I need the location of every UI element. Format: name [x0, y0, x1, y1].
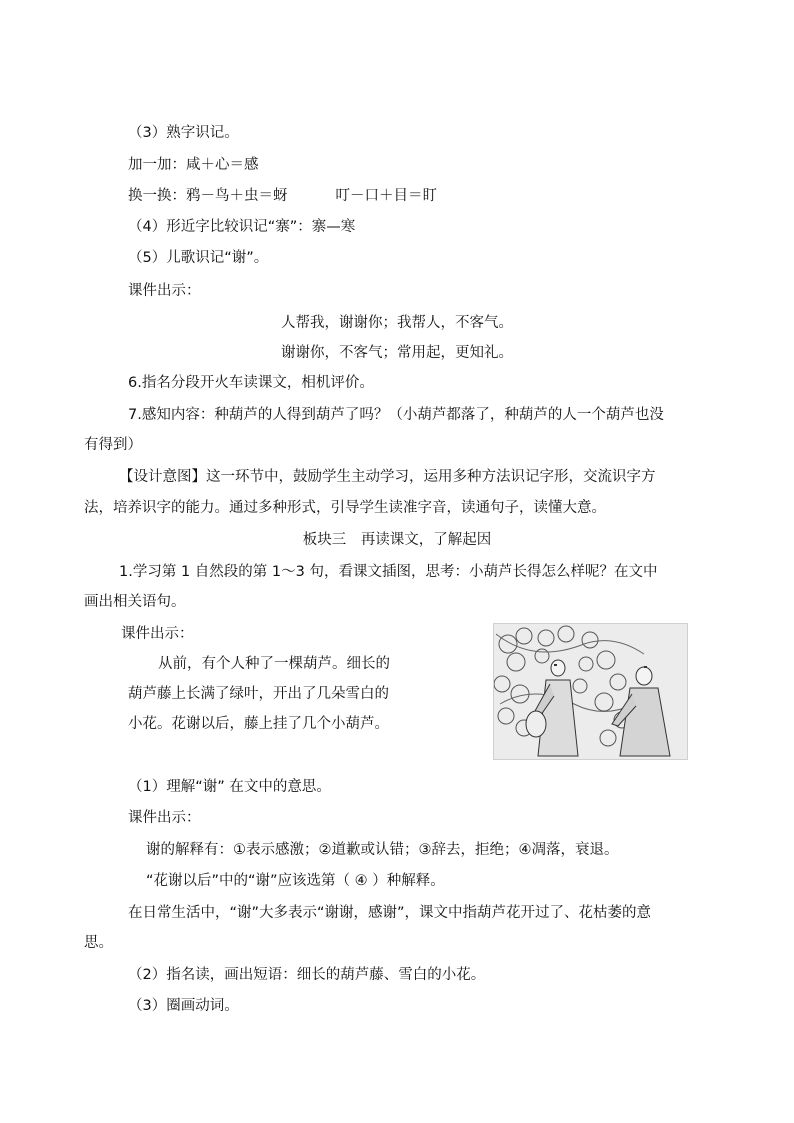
- line-understand-xie: （1）理解“谢” 在文中的意思。: [128, 779, 331, 795]
- swap-example-2: 叮－口＋目＝盯: [335, 188, 437, 204]
- line-task-1a: 1.学习第 1 自然段的第 1～3 句，看课文插图，思考：小葫芦长得怎么样呢？在文中: [119, 564, 658, 580]
- passage-line-3: 小花。花谢以后，藤上挂了几个小葫芦。: [128, 716, 389, 732]
- line-choose-meaning: “花谢以后”中的“谢”应该选第（ ④ ）种解释。: [146, 873, 445, 889]
- line-item-6: 6.指名分段开火车读课文，相机评价。: [128, 375, 374, 391]
- rhyme-line-1: 人帮我，谢谢你；我帮人，不客气。: [281, 315, 513, 331]
- line-courseware-3: 课件出示：: [128, 810, 201, 826]
- passage-line-2: 葫芦藤上长满了绿叶，开出了几朵雪白的: [128, 686, 389, 702]
- section-heading: 板块三 再读课文，了解起因: [302, 532, 492, 548]
- illustration-drawing: [494, 624, 687, 759]
- line-familiar-chars: （3）熟字识记。: [128, 125, 239, 141]
- line-rhyme: （5）儿歌识记“谢”。: [128, 250, 269, 266]
- line-daily-use-b: 思。: [84, 935, 113, 951]
- line-swap-method: [128, 186, 437, 206]
- line-item-7b: 有得到）: [84, 437, 142, 453]
- textbook-illustration-icon: [493, 623, 688, 760]
- line-add-method: 加一加：咸＋心＝感: [128, 157, 259, 173]
- line-design-intent-b: 法，培养识字的能力。通过多种形式，引导学生读准字音，读通句子，读懂大意。: [84, 500, 606, 516]
- line-design-intent-a: 【设计意图】这一环节中，鼓励学生主动学习，运用多种方法识记字形，交流识字方: [119, 469, 656, 485]
- line-circle-verbs: （3）圈画动词。: [128, 998, 239, 1014]
- line-item-7a: 7.感知内容：种葫芦的人得到葫芦了吗？（小葫芦都落了，种葫芦的人一个葫芦也没: [128, 407, 664, 423]
- line-courseware-1: 课件出示：: [128, 283, 201, 299]
- line-daily-use-a: 在日常生活中，“谢”大多表示“谢谢，感谢”，课文中指葫芦花开过了、花枯萎的意: [128, 905, 652, 921]
- rhyme-line-2: 谢谢你，不客气；常用起，更知礼。: [281, 345, 513, 361]
- line-read-phrases: （2）指名读，画出短语：细长的葫芦藤、雪白的小花。: [128, 967, 486, 983]
- line-courseware-2: 课件出示：: [121, 626, 194, 642]
- line-xie-meanings: 谢的解释有：①表示感激；②道歉或认错；③辞去，拒绝；④凋落，衰退。: [146, 842, 619, 858]
- line-similar-chars: （4）形近字比较识记“寨”：寨—寒: [128, 219, 356, 235]
- line-task-1b: 画出相关语句。: [84, 594, 186, 610]
- swap-example-1: 换一换：鸦－鸟＋虫＝蚜: [128, 188, 288, 204]
- passage-line-1: 从前，有个人种了一棵葫芦。细长的: [158, 656, 390, 672]
